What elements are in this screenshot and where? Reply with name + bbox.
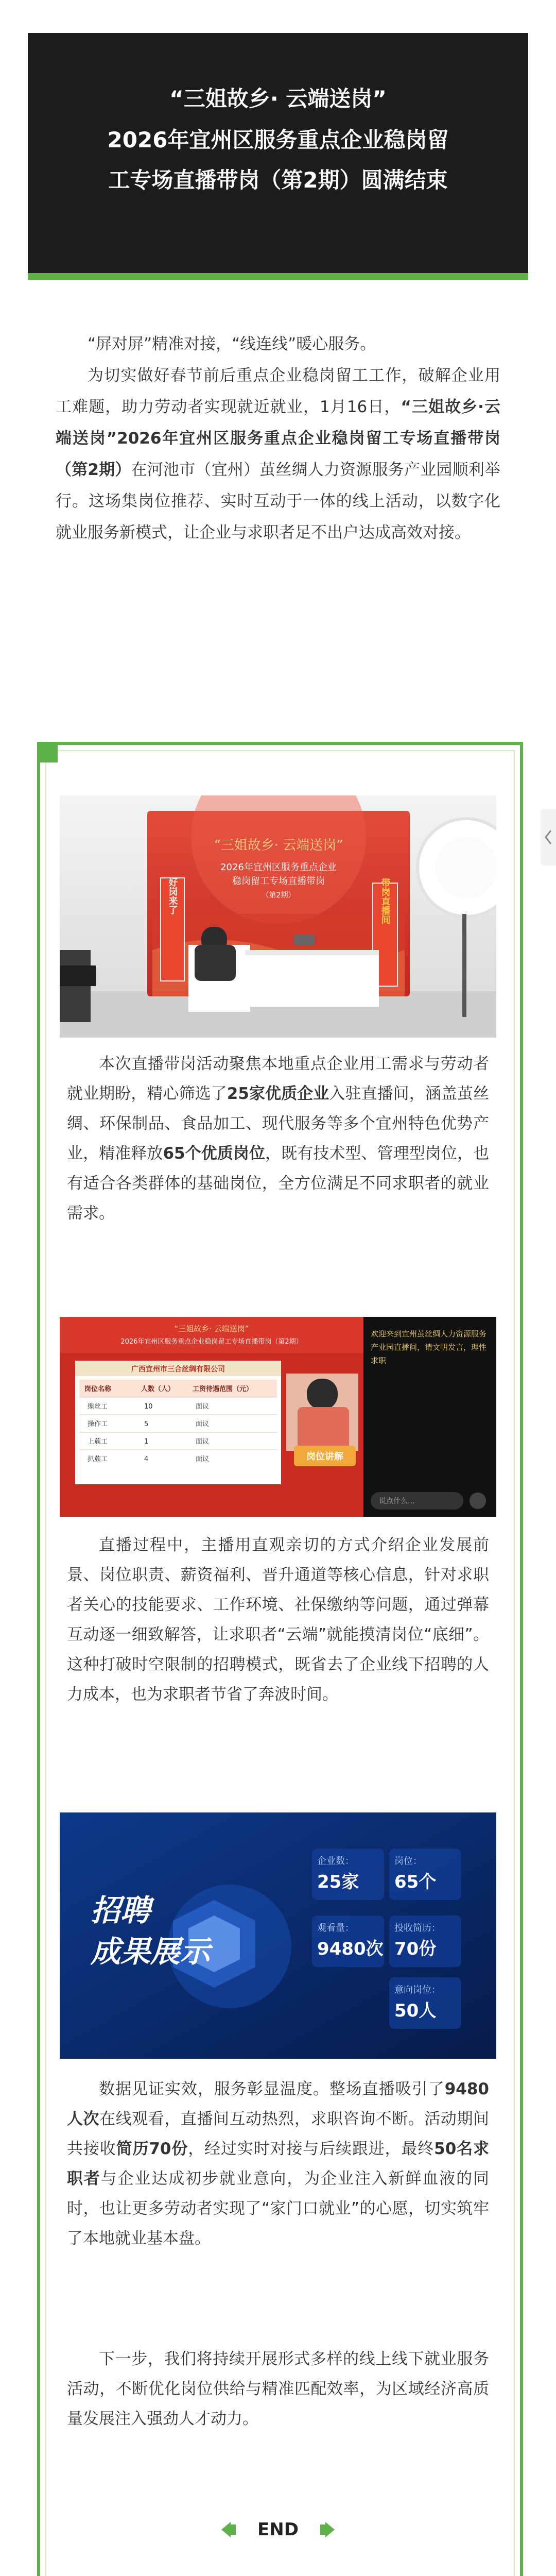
table-cell: 面议 xyxy=(196,1420,210,1428)
stat-label: 岗位： xyxy=(394,1856,422,1867)
chat-notice: 欢迎来到宜州茧丝绸人力资源服务产业园直播间，请文明发言，理性求职 xyxy=(371,1329,487,1365)
intro-paragraph-1: “屏对屏”精准对接，“线连线”暖心服务。 xyxy=(88,335,376,353)
side-scroll-handle[interactable] xyxy=(541,809,556,866)
table-header-cell: 工资待遇范围（元） xyxy=(193,1385,253,1393)
banner-right: 带岗直播间 xyxy=(379,878,391,924)
arrow-right-icon xyxy=(325,2522,335,2537)
backdrop-line-1: “三姐故乡· 云端送岗” xyxy=(214,838,343,853)
title-line-3: 工专场直播带岗（第2期）圆满结束 xyxy=(108,167,448,193)
intro-text xyxy=(56,329,500,549)
stat-label: 企业数： xyxy=(317,1856,354,1867)
title-green-stripe xyxy=(28,273,528,280)
stat-value: 9480次 xyxy=(317,1939,384,1959)
table-cell: 扒蔟工 xyxy=(88,1455,108,1463)
stat-label: 意向岗位： xyxy=(394,1985,441,1995)
intro-paragraph-2: 为切实做好春节前后重点企业稳岗留工工作，破解企业用工难题，助力劳动者实现就近就业，1月16日，“三姐故乡·云端送岗”2026年宜州区服务重点企业稳岗留工专场直播带岗（第2期）在河池市（宜州）茧丝绸人力资源服务产业园顺利举行。这场集岗位推荐、实时互动于一体的线上活动，以数字化就业服务新模式，让企业与求职者足不出户达成高效对接。 xyxy=(56,366,500,542)
recruitment-results-graphic xyxy=(60,1812,496,2059)
stat-value: 25家 xyxy=(317,1872,359,1892)
results-title-line-1: 招聘 xyxy=(91,1893,151,1928)
paragraph-next-steps: 下一步，我们将持续开展形式多样的线上线下就业服务活动，不断优化岗位供给与精准匹配效率，为区域经济高质量发展注入强劲人才动力。 xyxy=(67,2350,489,2428)
banner-left: 好岗来了 xyxy=(167,877,178,914)
table-cell: 4 xyxy=(144,1455,149,1463)
title-line-1: “三姐故乡· 云端送岗” xyxy=(169,86,387,111)
end-marker xyxy=(0,2512,556,2550)
article-title-banner xyxy=(28,33,528,273)
paragraph-live-process: 直播过程中，主播用直观亲切的方式介绍企业发展前景、岗位职责、薪资福利、晋升通道等核心信息，针对求职者关心的技能要求、工作环境、社保缴纳等问题，通过弹幕互动逐一细致解答，让求职者“云端”就能摸清岗位“底细”。这种打破时空限制的招聘模式，既省去了企业线下招聘的人力成本，也为求职者节省了奔波时间。 xyxy=(67,1536,489,1704)
arrow-left-icon xyxy=(221,2522,231,2537)
results-title-line-2: 成果展示 xyxy=(91,1934,211,1969)
stat-label: 投收简历： xyxy=(394,1923,441,1934)
table-cell: 10 xyxy=(144,1403,153,1411)
job-explanation-badge: 岗位讲解 xyxy=(306,1451,343,1462)
live-stream-screenshot xyxy=(60,1317,496,1517)
chevron-left-icon xyxy=(544,829,553,845)
table-header-cell: 人数（人） xyxy=(141,1385,175,1393)
gift-icon[interactable] xyxy=(470,1493,486,1509)
table-cell: 操作工 xyxy=(88,1420,108,1428)
backdrop-line-4: （第2期） xyxy=(262,891,296,900)
table-cell: 1 xyxy=(144,1438,149,1446)
screen-line-2: 2026年宜州区服务重点企业稳岗留工专场直播带岗（第2期） xyxy=(120,1338,303,1346)
paragraph-enterprises: 本次直播带岗活动聚焦本地重点企业用工需求与劳动者就业期盼，精心筛选了25家优质企业入驻直播间，涵盖茧丝绸、环保制品、食品加工、现代服务等多个宜州特色优势产业，精准释放65个优质岗位，既有技术型、管理型岗位，也有适合各类群体的基础岗位，全方位满足不同求职者的就业需求。 xyxy=(67,1055,490,1223)
backdrop-line-2: 2026年宜州区服务重点企业 xyxy=(220,862,337,873)
card-corner-top-left xyxy=(37,742,58,762)
screen-line-1: “三姐故乡· 云端送岗” xyxy=(174,1324,249,1333)
table-cell: 5 xyxy=(144,1420,149,1428)
stat-value: 50人 xyxy=(394,2001,437,2021)
stat-value: 65个 xyxy=(394,1872,437,1892)
live-studio-photo xyxy=(60,795,496,1038)
table-cell: 面议 xyxy=(196,1403,210,1411)
table-cell: 面议 xyxy=(196,1455,210,1463)
stat-label: 观看量： xyxy=(317,1923,354,1934)
end-text: END xyxy=(257,2519,299,2540)
comment-input[interactable]: 说点什么... xyxy=(379,1497,415,1505)
title-line-2: 2026年宜州区服务重点企业稳岗留 xyxy=(107,127,449,152)
backdrop-line-3: 稳岗留工专场直播带岗 xyxy=(232,876,325,887)
table-cell: 面议 xyxy=(196,1438,210,1446)
paragraph-data-results: 数据见证实效，服务彰显温度。整场直播吸引了9480人次在线观看，直播间互动热烈，求职咨询不断。活动期间共接收简历70份，经过实时对接与后续跟进，最终50名求职者与企业达成初步就业意向，为企业注入新鲜血液的同时，也让更多劳动者实现了“家门口就业”的心愿，切实筑牢了本地就业基本盘。 xyxy=(67,2080,490,2248)
table-cell: 上蔟工 xyxy=(88,1438,108,1446)
table-header-cell: 岗位名称 xyxy=(84,1385,112,1393)
company-banner: 广西宜州市三合丝绸有限公司 xyxy=(131,1365,225,1374)
table-cell: 缫丝工 xyxy=(88,1403,108,1411)
stat-value: 70份 xyxy=(394,1939,437,1959)
